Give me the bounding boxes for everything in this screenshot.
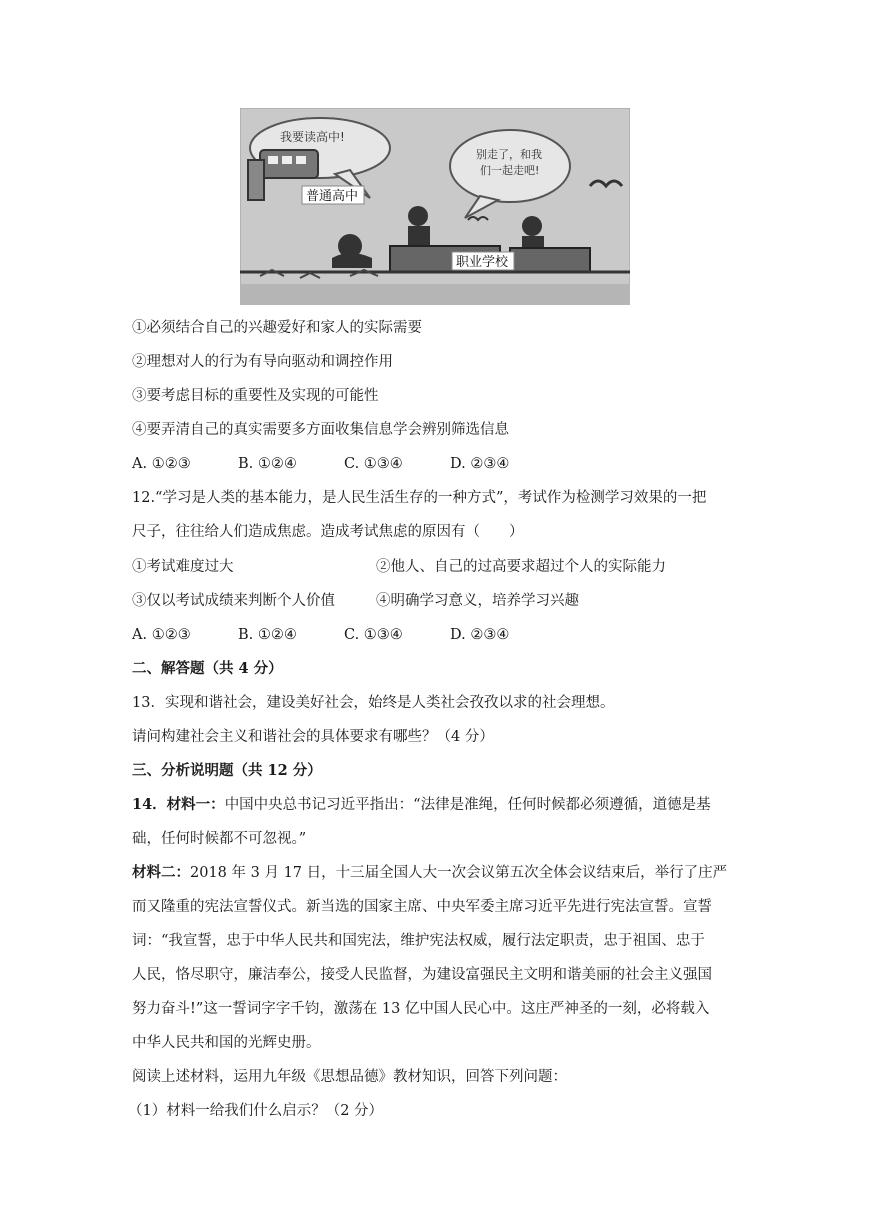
q14-instruction: 阅读上述材料，运用九年级《思想品德》教材知识，回答下列问题： xyxy=(132,1069,567,1085)
q14-material2-line5: 努力奋斗!”这一誓词字字千钧，激荡在 13 亿中国人民心中。这庄严神圣的一刻，必将载入 xyxy=(132,1001,710,1017)
q14-material2-line1 xyxy=(132,863,727,883)
q12-option-a[interactable]: A. ①②③ xyxy=(132,627,191,643)
svg-text:们一起走吧!: 们一起走吧! xyxy=(480,164,540,177)
q11-item-3: ③要考虑目标的重要性及实现的可能性 xyxy=(132,388,379,404)
section3-heading: 三、分析说明题（共 12 分） xyxy=(132,762,322,779)
q11-item-2: ②理想对人的行为有导向驱动和调控作用 xyxy=(132,354,393,370)
q13-line1: 13．实现和谐社会，建设美好社会，始终是人类社会孜孜以求的社会理想。 xyxy=(132,695,615,711)
q14-material2-line3: 词：“我宣誓，忠于中华人民共和国宪法，维护宪法权威，履行法定职责，忠于祖国、忠于 xyxy=(132,933,705,949)
q14-material2-line4: 人民，恪尽职守，廉洁奉公，接受人民监督，为建设富强民主文明和谐美丽的社会主义强国 xyxy=(132,967,712,983)
material2-text: 2018 年 3 月 17 日，十三届全国人大一次会议第五次全体会议结束后，举行了庄严 xyxy=(190,865,728,881)
cartoon-illustration xyxy=(240,108,630,305)
q12-item-2: ②他人、自己的过高要求超过个人的实际能力 xyxy=(376,559,666,575)
q14-text: 中国中央总书记习近平指出：“法律是准绳，任何时候都必须遵循，道德是基 xyxy=(224,797,711,813)
q11-option-d[interactable]: D. ②③④ xyxy=(450,456,510,472)
q14-sub-question-1: （1）材料一给我们什么启示？（2 分） xyxy=(128,1103,384,1119)
q12-item-1: ①考试难度过大 xyxy=(132,559,234,575)
q14-material1-line2: 础，任何时候都不可忽视。” xyxy=(132,831,307,847)
q11-option-b[interactable]: B. ①②④ xyxy=(238,456,297,472)
q14-label: 14．材料一： xyxy=(132,796,225,813)
q12-option-d[interactable]: D. ②③④ xyxy=(450,627,510,643)
q11-item-1: ①必须结合自己的兴趣爱好和家人的实际需要 xyxy=(132,320,422,336)
q14-material1-line1 xyxy=(132,795,711,815)
q12-stem-line2: 尺子，往往给人们造成焦虑。造成考试焦虑的原因有（ ） xyxy=(132,524,524,540)
q11-option-a[interactable]: A. ①②③ xyxy=(132,456,191,472)
q11-option-c[interactable]: C. ①③④ xyxy=(344,456,403,472)
q13-line2: 请问构建社会主义和谐社会的具体要求有哪些？（4 分） xyxy=(132,729,494,745)
svg-text:别走了，和我: 别走了，和我 xyxy=(476,148,542,161)
label-vocational-school: 职业学校 xyxy=(456,255,509,270)
q12-items-row2 xyxy=(132,591,579,611)
q14-material2-line6: 中华人民共和国的光辉史册。 xyxy=(132,1035,321,1051)
q11-answer-options xyxy=(132,454,509,474)
q11-item-4: ④要弄清自己的真实需要多方面收集信息学会辨别筛选信息 xyxy=(132,422,509,438)
q12-items-row1 xyxy=(132,557,666,577)
material2-label: 材料二： xyxy=(132,864,190,881)
q14-material2-line2: 而又隆重的宪法宣誓仪式。新当选的国家主席、中央军委主席习近平先进行宪法宣誓。宣誓 xyxy=(132,899,712,915)
q12-stem-line1: 12.“学习是人类的基本能力，是人民生活生存的一种方式”，考试作为检测学习效果的一把 xyxy=(132,490,707,506)
q12-item-4: ④明确学习意义，培养学习兴趣 xyxy=(376,593,579,609)
section2-heading: 二、解答题（共 4 分） xyxy=(132,660,283,677)
q12-answer-options xyxy=(132,625,509,645)
q12-option-b[interactable]: B. ①②④ xyxy=(238,627,297,643)
q12-option-c[interactable]: C. ①③④ xyxy=(344,627,403,643)
label-high-school: 普通高中 xyxy=(306,189,359,204)
bubble-left-text: 我要读高中! xyxy=(280,130,345,144)
q12-item-3: ③仅以考试成绩来判断个人价值 xyxy=(132,593,335,609)
